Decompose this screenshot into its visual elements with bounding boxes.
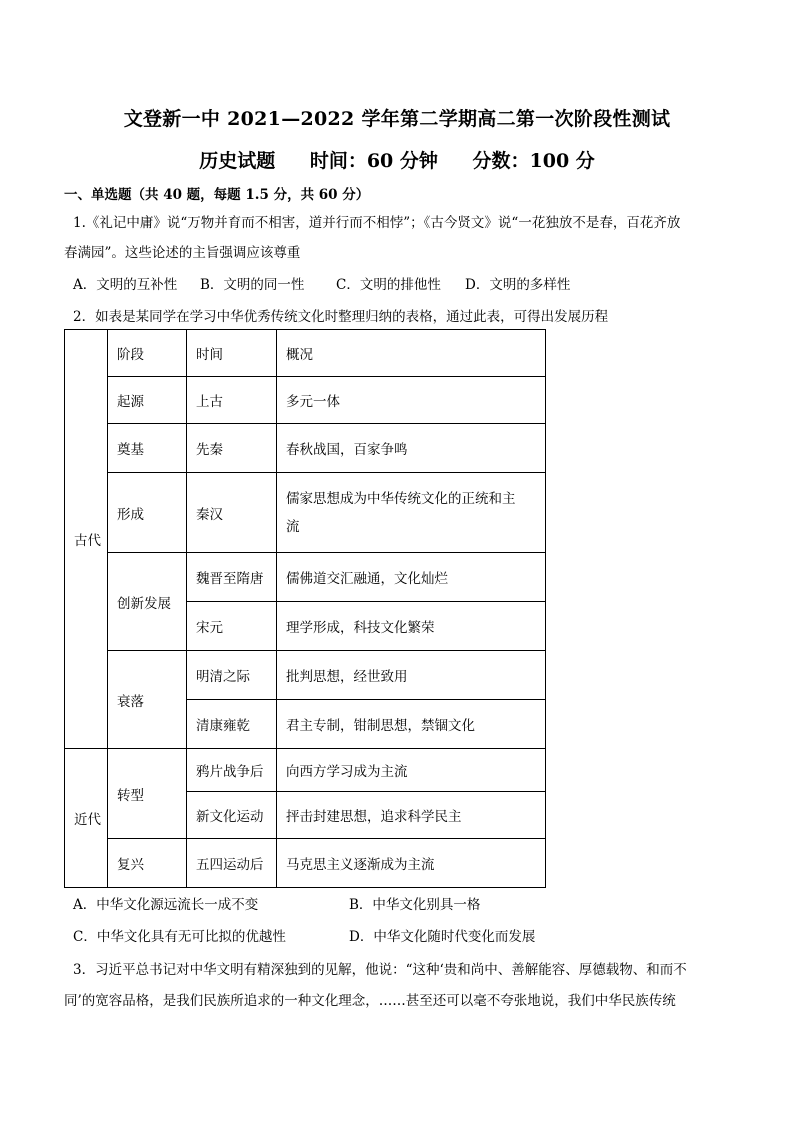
section-heading: 一、单选题（共 40 题，每题 1.5 分，共 60 分） [64, 187, 370, 203]
header-time: 时间 [187, 330, 277, 377]
table-header-row [65, 330, 546, 377]
header-desc: 概况 [277, 330, 546, 377]
q1-stem-line1: 1.《礼记中庸》说“万物并育而不相害，道并行而不相悖”；《古今贤文》说“一花独放不是春，百花齐放 [73, 215, 681, 231]
q3-stem-line2: 同’的宽容品格，是我们民族所追求的一种文化理念，……甚至还可以毫不夸张地说，我们中华民族传统 [64, 993, 676, 1009]
q1-option-d: D．文明的多样性 [465, 277, 571, 293]
exam-title: 文登新一中 2021—2022 学年第二学期高二第一次阶段性测试 [123, 108, 671, 130]
desc-line: 儒家思想成为中华传统文化的正统和主 [286, 490, 516, 507]
time-cell: 新文化运动 [187, 792, 277, 839]
stage-cell: 衰落 [108, 651, 187, 749]
stage-cell: 转型 [108, 749, 187, 839]
desc-cell: 向西方学习成为主流 [277, 749, 546, 792]
q1-stem-line2: 春满园”。这些论述的主旨强调应该尊重 [64, 245, 301, 261]
time-label: 时间：60 分钟 [309, 150, 438, 172]
q1-option-a: A．文明的互补性 [73, 277, 178, 293]
stage-cell: 形成 [108, 473, 187, 553]
table-row [65, 651, 546, 700]
desc-cell [277, 473, 546, 553]
era-ancient: 古代 [65, 330, 108, 749]
table-row [65, 839, 546, 888]
exam-subtitle [0, 146, 794, 173]
time-cell: 秦汉 [187, 473, 277, 553]
stage-cell: 复兴 [108, 839, 187, 888]
time-cell: 上古 [187, 377, 277, 424]
desc-cell: 君主专制，钳制思想，禁锢文化 [277, 700, 546, 749]
time-cell: 五四运动后 [187, 839, 277, 888]
q2-option-a: A．中华文化源远流长一成不变 [73, 897, 259, 913]
q1-option-c: C．文明的排他性 [336, 277, 441, 293]
q2-option-c: C．中华文化具有无可比拟的优越性 [73, 929, 286, 945]
time-cell: 明清之际 [187, 651, 277, 700]
stage-cell: 奠基 [108, 424, 187, 473]
stage-cell: 创新发展 [108, 553, 187, 651]
table-row [65, 473, 546, 553]
header-stage: 阶段 [108, 330, 187, 377]
table-row [65, 553, 546, 602]
stage-cell: 起源 [108, 377, 187, 424]
culture-history-table [64, 329, 546, 888]
score-label: 分数：100 分 [472, 150, 595, 172]
table-row [65, 377, 546, 424]
subject-label: 历史试题 [199, 150, 276, 172]
desc-cell: 马克思主义逐渐成为主流 [277, 839, 546, 888]
time-cell: 鸦片战争后 [187, 749, 277, 792]
desc-cell: 春秋战国，百家争鸣 [277, 424, 546, 473]
desc-cell: 多元一体 [277, 377, 546, 424]
q2-option-d: D．中华文化随时代变化而发展 [349, 929, 536, 945]
q3-stem-line1: 3．习近平总书记对中华文明有精深独到的见解，他说：“这种‘贵和尚中、善解能容、厚德载物、和而不 [73, 962, 687, 978]
time-cell: 清康雍乾 [187, 700, 277, 749]
table-row [65, 749, 546, 792]
time-cell: 宋元 [187, 602, 277, 651]
desc-line: 流 [286, 518, 300, 535]
table-row [65, 424, 546, 473]
desc-cell: 儒佛道交汇融通，文化灿烂 [277, 553, 546, 602]
desc-cell: 批判思想，经世致用 [277, 651, 546, 700]
desc-cell: 理学形成，科技文化繁荣 [277, 602, 546, 651]
desc-cell: 抨击封建思想，追求科学民主 [277, 792, 546, 839]
q2-stem: 2．如表是某同学在学习中华优秀传统文化时整理归纳的表格，通过此表，可得出发展历程 [73, 309, 609, 325]
time-cell: 先秦 [187, 424, 277, 473]
time-cell: 魏晋至隋唐 [187, 553, 277, 602]
era-modern: 近代 [65, 749, 108, 888]
q2-option-b: B．中华文化别具一格 [349, 897, 481, 913]
q1-option-b: B．文明的同一性 [200, 277, 305, 293]
